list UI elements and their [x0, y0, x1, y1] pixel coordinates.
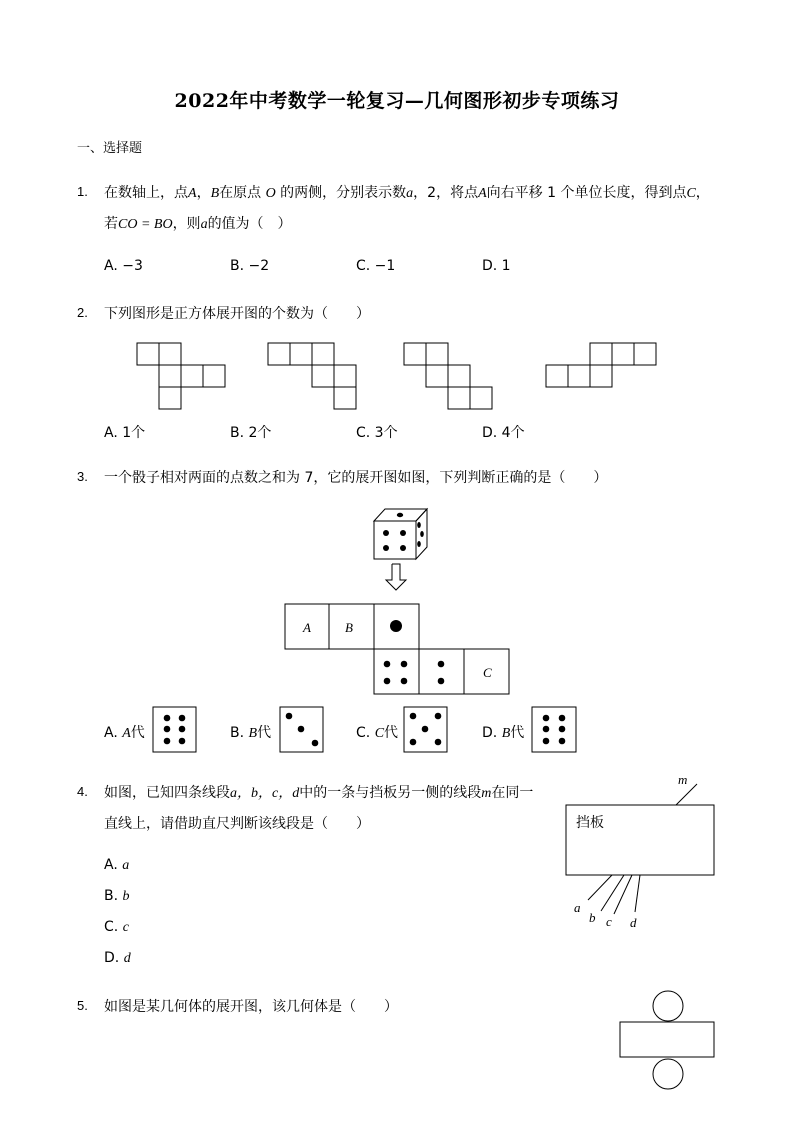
text: 的值为（ ） [207, 216, 292, 232]
option-a[interactable] [104, 722, 145, 742]
var-A: A [188, 186, 197, 201]
cylinder-net [620, 991, 714, 1089]
text: ， [196, 185, 211, 201]
option-c[interactable]: C. −1 [356, 258, 396, 274]
var-m: m [481, 786, 492, 801]
question-4-line-2: 直线上，请借助直尺判断该线段是（ ） [104, 816, 370, 832]
net-label-b: B [345, 620, 353, 635]
option-b[interactable] [230, 722, 271, 742]
option-suffix: 代 [510, 725, 525, 741]
option-d[interactable] [482, 722, 524, 742]
page-title: 2022年中考数学一轮复习—几何图形初步专项练习 [174, 90, 620, 112]
cube-net-2 [268, 343, 356, 409]
text: 中的一条与挡板另一侧的线段 [299, 785, 482, 801]
text: 在同一 [491, 785, 534, 801]
text: 在数轴上，点 [104, 185, 188, 201]
option-b[interactable]: B. −2 [230, 258, 270, 274]
option-a-die [153, 707, 196, 752]
option-suffix: 代 [257, 725, 272, 741]
text: 向右平移 1 个单位长度，得到点 [486, 185, 687, 201]
segment-m [676, 784, 697, 805]
question-number: 5. [77, 998, 88, 1013]
option-d[interactable]: D. 1 [482, 258, 511, 274]
net-label-c: C [483, 665, 492, 680]
option-var: A [122, 726, 131, 741]
text: 在原点 [219, 185, 262, 201]
option-var: B [248, 726, 258, 741]
option-var: b [122, 889, 130, 904]
var-B: B [210, 186, 220, 201]
text: 如图，已知四条线段 [104, 785, 230, 801]
down-arrow-icon [386, 564, 406, 590]
question-number: 1. [77, 184, 88, 199]
question-number: 4. [77, 784, 88, 799]
option-suffix: 代 [384, 725, 399, 741]
segment-b [601, 875, 624, 911]
question-number: 3. [77, 469, 88, 484]
label-d: d [630, 915, 637, 930]
option-letter: C. [356, 725, 371, 741]
question-text: 一个骰子相对两面的点数之和为 7，它的展开图如图，下列判断正确的是（ ） [104, 470, 608, 486]
text: ，2，将点 [413, 185, 479, 201]
option-a[interactable]: A. 1个 [104, 425, 146, 441]
option-letter: C. [104, 919, 119, 935]
dice-net [285, 604, 509, 694]
cube-net-4 [546, 343, 656, 387]
text: ，则 [172, 216, 201, 232]
label-m: m [678, 772, 688, 787]
option-var: C [374, 726, 385, 741]
option-letter: D. [104, 950, 120, 966]
option-var: c [122, 920, 129, 935]
segment-c [614, 875, 632, 914]
equation: CO = BO [118, 217, 173, 232]
option-var: d [123, 951, 131, 966]
option-d[interactable]: D. 4个 [482, 425, 525, 441]
option-c[interactable]: C. 3个 [356, 425, 398, 441]
option-var: a [122, 858, 130, 873]
option-a[interactable]: A. −3 [104, 258, 143, 274]
label-a: a [574, 900, 581, 915]
question-text: 如图是某几何体的展开图，该几何体是（ ） [104, 999, 398, 1015]
option-suffix: 代 [130, 725, 145, 741]
option-c[interactable] [356, 722, 398, 742]
label-b: b [589, 910, 596, 925]
var-C: C [686, 186, 696, 201]
cube-net-3 [404, 343, 492, 409]
var-a: a [406, 186, 414, 201]
label-c: c [606, 914, 612, 929]
var-a: a [200, 217, 208, 232]
option-letter: B. [104, 888, 119, 904]
var-O: O [265, 186, 276, 201]
option-b[interactable] [104, 888, 130, 905]
option-c[interactable] [104, 919, 129, 936]
option-var: B [501, 726, 511, 741]
question-4-line-1 [104, 782, 533, 802]
text: 的两侧，分别表示数 [280, 185, 407, 201]
option-b[interactable]: B. 2个 [230, 425, 272, 441]
option-letter: A. [104, 857, 118, 873]
var-A: A [478, 186, 487, 201]
vars: a，b，c，d [230, 786, 300, 801]
option-d[interactable] [104, 950, 131, 967]
cube-net-1 [137, 343, 225, 409]
option-letter: B. [230, 725, 245, 741]
option-letter: A. [104, 725, 118, 741]
option-letter: D. [482, 725, 498, 741]
question-number: 2. [77, 305, 88, 320]
question-text: 下列图形是正方体展开图的个数为（ ） [104, 306, 370, 322]
option-a[interactable] [104, 857, 129, 874]
section-heading: 一、选择题 [77, 141, 143, 156]
text: 若 [104, 216, 118, 232]
text: ， [695, 185, 710, 201]
segment-d [635, 875, 640, 912]
board-label: 挡板 [576, 815, 604, 831]
dice-pips [164, 513, 566, 747]
option-d-die [532, 707, 576, 752]
net-label-a: A [303, 620, 311, 635]
segment-a [588, 875, 612, 900]
